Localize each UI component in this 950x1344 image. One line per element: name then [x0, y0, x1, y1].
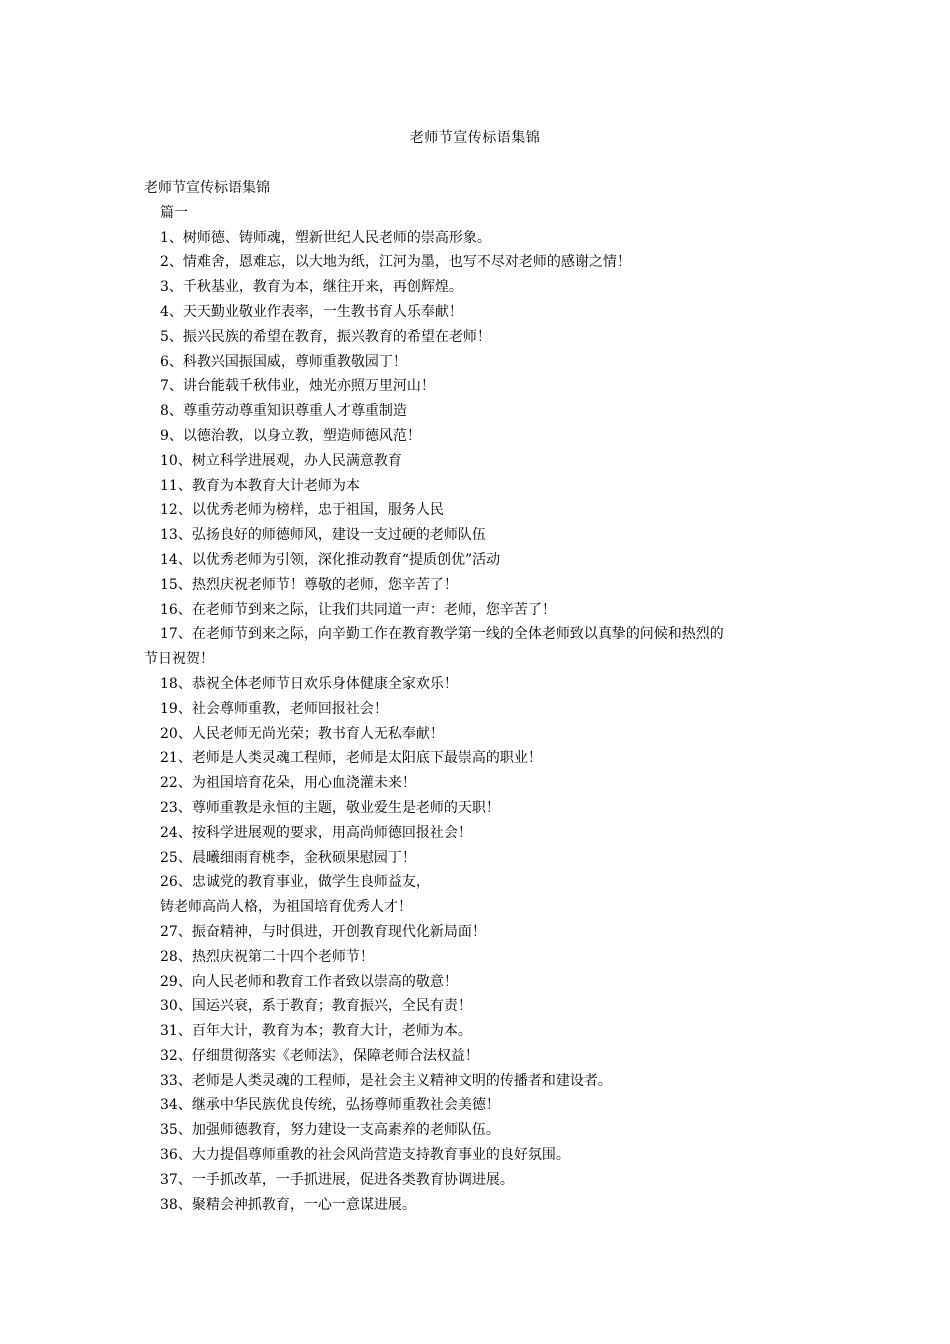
- document-body: [144, 176, 816, 1217]
- slogan-line: 20、人民老师无尚光荣；教书育人无私奉献！: [160, 725, 444, 742]
- slogan-line: 1、树师德、铸师魂，塑新世纪人民老师的崇高形象。: [160, 229, 491, 246]
- slogan-line: 32、仔细贯彻落实《老师法》，保障老师合法权益！: [160, 1047, 479, 1064]
- slogan-line: 21、老师是人类灵魂工程师，老师是太阳底下最崇高的职业！: [160, 750, 542, 767]
- document-title: 老师节宣传标语集锦: [409, 130, 541, 146]
- slogan-line: 26、忠诚党的教育事业，做学生良师益友，: [160, 874, 430, 891]
- slogan-line: 4、天天勤业敬业作表率，一生教书育人乐奉献！: [160, 303, 463, 320]
- section-label: 篇一: [160, 204, 188, 221]
- slogan-line: 11、教育为本教育大计老师为本: [160, 477, 360, 494]
- slogan-line: 34、继承中华民族优良传统，弘扬尊师重教社会美德！: [160, 1097, 500, 1114]
- slogan-list: [144, 226, 816, 1218]
- slogan-line: 13、弘扬良好的师德师风，建设一支过硬的老师队伍: [160, 527, 486, 544]
- slogan-line: 24、按科学进展观的要求，用高尚师德回报社会！: [160, 824, 472, 841]
- slogan-line: 9、以德治教，以身立教，塑造师德风范！: [160, 427, 421, 444]
- slogan-line: 5、振兴民族的希望在教育，振兴教育的希望在老师！: [160, 328, 491, 345]
- slogan-line: 35、加强师德教育，努力建设一支高素养的老师队伍。: [160, 1122, 500, 1139]
- slogan-line: 15、热烈庆祝老师节！尊敬的老师，您辛苦了！: [160, 576, 458, 593]
- slogan-line: 14、以优秀老师为引领，深化推动教育“提质创优”活动: [160, 551, 501, 568]
- slogan-line: 铸老师高尚人格，为祖国培育优秀人才！: [160, 899, 412, 916]
- slogan-line: 18、恭祝全体老师节日欢乐身体健康全家欢乐！: [160, 675, 458, 692]
- slogan-line: 30、国运兴衰，系于教育；教育振兴，全民有责！: [160, 998, 472, 1015]
- slogan-line: 29、向人民老师和教育工作者致以崇高的敬意！: [160, 973, 458, 990]
- slogan-line: 37、一手抓改革，一手抓进展，促进各类教育协调进展。: [160, 1171, 514, 1188]
- slogan-line: 3、千秋基业，教育为本，继往开来，再创辉煌。: [160, 279, 463, 296]
- slogan-line: 38、聚精会神抓教育，一心一意谋进展。: [160, 1196, 416, 1213]
- slogan-line: 19、社会尊师重教，老师回报社会！: [160, 700, 388, 717]
- slogan-line: 10、树立科学进展观，办人民满意教育: [160, 452, 402, 469]
- slogan-line: 36、大力提倡尊师重教的社会风尚营造支持教育事业的良好氛围。: [160, 1147, 570, 1164]
- slogan-line: 12、以优秀老师为榜样，忠于祖国，服务人民: [160, 502, 444, 519]
- slogan-line: 31、百年大计，教育为本；教育大计，老师为本。: [160, 1023, 472, 1040]
- section-heading: 老师节宣传标语集锦: [144, 180, 270, 196]
- slogan-line: 22、为祖国培育花朵，用心血浇灌未来！: [160, 775, 416, 792]
- slogan-line: 33、老师是人类灵魂的工程师，是社会主义精神文明的传播者和建设者。: [160, 1072, 612, 1089]
- slogan-line: 25、晨曦细雨育桃李，金秋硕果慰园丁！: [160, 849, 416, 866]
- slogan-line: 16、在老师节到来之际，让我们共同道一声：老师，您辛苦了！: [160, 601, 556, 618]
- slogan-line: 6、科教兴国振国威，尊师重教敬园丁！: [160, 353, 407, 370]
- slogan-line: 2、情难舍，恩难忘，以大地为纸，江河为墨，也写不尽对老师的感谢之情！: [160, 254, 631, 271]
- slogan-line: 23、尊师重教是永恒的主题，敬业爱生是老师的天职！: [160, 799, 500, 816]
- slogan-line: 28、热烈庆祝第二十四个老师节！: [160, 948, 374, 965]
- slogan-line: 8、尊重劳动尊重知识尊重人才尊重制造: [160, 403, 407, 420]
- slogan-line: 节日祝贺！: [144, 651, 214, 668]
- slogan-line: 27、振奋精神，与时俱进，开创教育现代化新局面！: [160, 923, 486, 940]
- slogan-line: 7、讲台能载千秋伟业，烛光亦照万里河山！: [160, 378, 435, 395]
- slogan-line: 17、在老师节到来之际，向辛勤工作在教育教学第一线的全体老师致以真挚的问候和热烈的: [160, 626, 724, 643]
